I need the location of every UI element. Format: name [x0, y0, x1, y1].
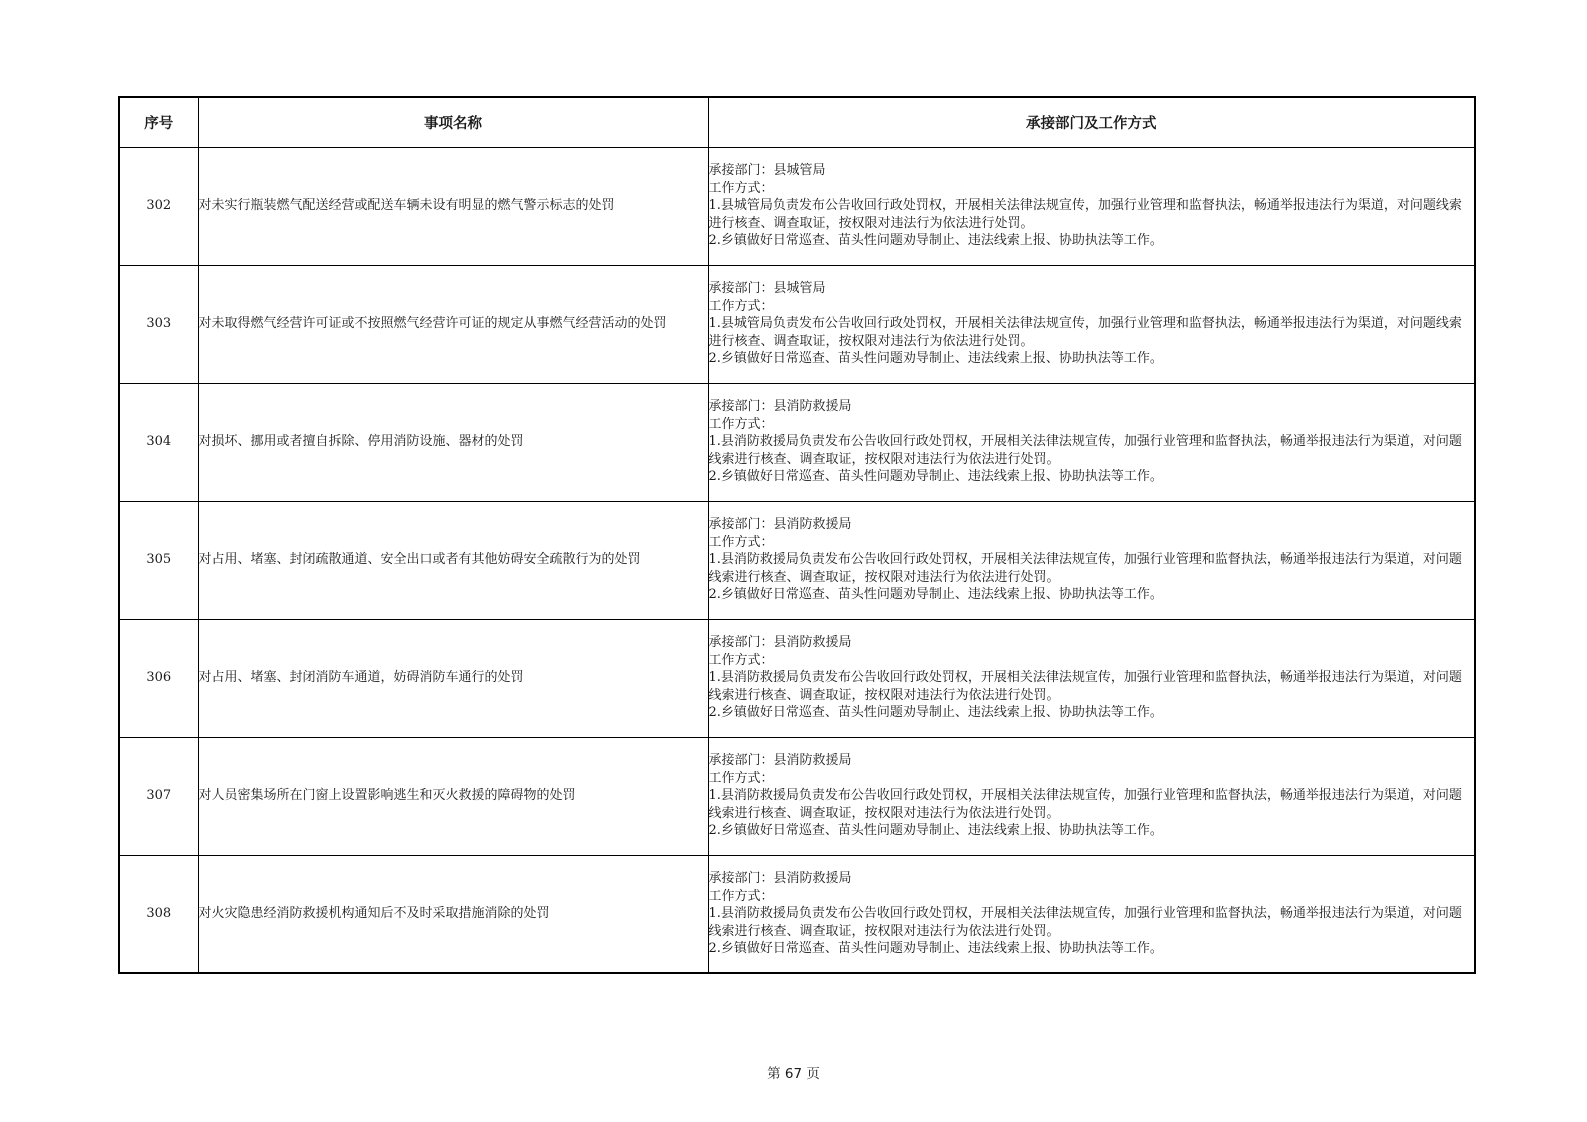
- department-method: [708, 383, 1475, 501]
- method-step-1: 1.县消防救援局负责发布公告收回行政处罚权，开展相关法律法规宣传，加强行业管理和监督执法，畅通举报违法行为渠道，对问题线索进行核查、调查取证，按权限对违法行为依法进行处罚。: [708, 906, 1462, 939]
- serial-number: 308: [119, 855, 198, 973]
- matter-name: 对火灾隐患经消防救援机构通知后不及时采取措施消除的处罚: [198, 855, 708, 973]
- department-line: 承接部门：县消防救援局: [708, 399, 852, 415]
- method-step-1: 1.县城管局负责发布公告收回行政处罚权，开展相关法律法规宣传，加强行业管理和监督执法，畅通举报违法行为渠道，对问题线索进行核查、调查取证，按权限对违法行为依法进行处罚。: [708, 316, 1462, 349]
- matter-name: 对占用、堵塞、封闭消防车通道，妨碍消防车通行的处罚: [198, 619, 708, 737]
- department-line: 承接部门：县消防救援局: [708, 871, 852, 886]
- method-step-1: 1.县消防救援局负责发布公告收回行政处罚权，开展相关法律法规宣传，加强行业管理和监督执法，畅通举报违法行为渠道，对问题线索进行核查、调查取证，按权限对违法行为依法进行处罚。: [708, 670, 1462, 703]
- method-label: 工作方式：: [708, 298, 774, 314]
- matter-name: 对人员密集场所在门窗上设置影响逃生和灭火救援的障碍物的处罚: [198, 737, 708, 855]
- method-step-1: 1.县消防救援局负责发布公告收回行政处罚权，开展相关法律法规宣传，加强行业管理和监督执法，畅通举报违法行为渠道，对问题线索进行核查、调查取证，按权限对违法行为依法进行处罚。: [708, 434, 1462, 467]
- department-method: [708, 501, 1475, 619]
- page-number: 第 67 页: [767, 1066, 820, 1082]
- department-line: 承接部门：县消防救援局: [708, 517, 852, 533]
- method-step-2: 2.乡镇做好日常巡查、苗头性问题劝导制止、违法线索上报、协助执法等工作。: [708, 823, 1163, 839]
- method-step-2: 2.乡镇做好日常巡查、苗头性问题劝导制止、违法线索上报、协助执法等工作。: [708, 705, 1163, 721]
- serial-number: 302: [119, 147, 198, 265]
- serial-number: 306: [119, 619, 198, 737]
- table-row: [119, 855, 1475, 973]
- department-line: 承接部门：县消防救援局: [708, 635, 852, 651]
- department-method: [708, 737, 1475, 855]
- department-method: [708, 619, 1475, 737]
- method-step-2: 2.乡镇做好日常巡查、苗头性问题劝导制止、违法线索上报、协助执法等工作。: [708, 941, 1163, 956]
- header-department-method: 承接部门及工作方式: [708, 97, 1475, 147]
- method-label: 工作方式：: [708, 770, 774, 786]
- header-matter-name: 事项名称: [198, 97, 708, 147]
- method-label: 工作方式：: [708, 652, 774, 668]
- header-serial-number: 序号: [119, 97, 198, 147]
- table-row: [119, 265, 1475, 383]
- table-row: [119, 737, 1475, 855]
- serial-number: 307: [119, 737, 198, 855]
- matter-name: 对未实行瓶装燃气配送经营或配送车辆未设有明显的燃气警示标志的处罚: [198, 147, 708, 265]
- method-step-2: 2.乡镇做好日常巡查、苗头性问题劝导制止、违法线索上报、协助执法等工作。: [708, 469, 1163, 485]
- method-step-1: 1.县城管局负责发布公告收回行政处罚权，开展相关法律法规宣传，加强行业管理和监督执法，畅通举报违法行为渠道，对问题线索进行核查、调查取证，按权限对违法行为依法进行处罚。: [708, 198, 1462, 231]
- method-label: 工作方式：: [708, 180, 774, 196]
- matters-table: [118, 96, 1476, 974]
- department-line: 承接部门：县城管局: [708, 281, 826, 297]
- table-row: [119, 147, 1475, 265]
- serial-number: 303: [119, 265, 198, 383]
- serial-number: 305: [119, 501, 198, 619]
- method-label: 工作方式：: [708, 534, 774, 550]
- department-line: 承接部门：县城管局: [708, 163, 826, 179]
- method-step-2: 2.乡镇做好日常巡查、苗头性问题劝导制止、违法线索上报、协助执法等工作。: [708, 233, 1163, 249]
- table-row: [119, 501, 1475, 619]
- method-step-2: 2.乡镇做好日常巡查、苗头性问题劝导制止、违法线索上报、协助执法等工作。: [708, 587, 1163, 603]
- matter-name: 对损坏、挪用或者擅自拆除、停用消防设施、器材的处罚: [198, 383, 708, 501]
- department-method: [708, 855, 1475, 973]
- method-step-2: 2.乡镇做好日常巡查、苗头性问题劝导制止、违法线索上报、协助执法等工作。: [708, 351, 1163, 367]
- matter-name: 对未取得燃气经营许可证或不按照燃气经营许可证的规定从事燃气经营活动的处罚: [198, 265, 708, 383]
- method-label: 工作方式：: [708, 888, 774, 904]
- method-step-1: 1.县消防救援局负责发布公告收回行政处罚权，开展相关法律法规宣传，加强行业管理和监督执法，畅通举报违法行为渠道，对问题线索进行核查、调查取证，按权限对违法行为依法进行处罚。: [708, 552, 1462, 585]
- table-row: [119, 619, 1475, 737]
- department-method: [708, 265, 1475, 383]
- method-step-1: 1.县消防救援局负责发布公告收回行政处罚权，开展相关法律法规宣传，加强行业管理和监督执法，畅通举报违法行为渠道，对问题线索进行核查、调查取证，按权限对违法行为依法进行处罚。: [708, 788, 1462, 821]
- serial-number: 304: [119, 383, 198, 501]
- table-row: [119, 383, 1475, 501]
- department-line: 承接部门：县消防救援局: [708, 753, 852, 769]
- table-header-row: [119, 97, 1475, 147]
- matter-name: 对占用、堵塞、封闭疏散通道、安全出口或者有其他妨碍安全疏散行为的处罚: [198, 501, 708, 619]
- department-method: [708, 147, 1475, 265]
- method-label: 工作方式：: [708, 416, 774, 432]
